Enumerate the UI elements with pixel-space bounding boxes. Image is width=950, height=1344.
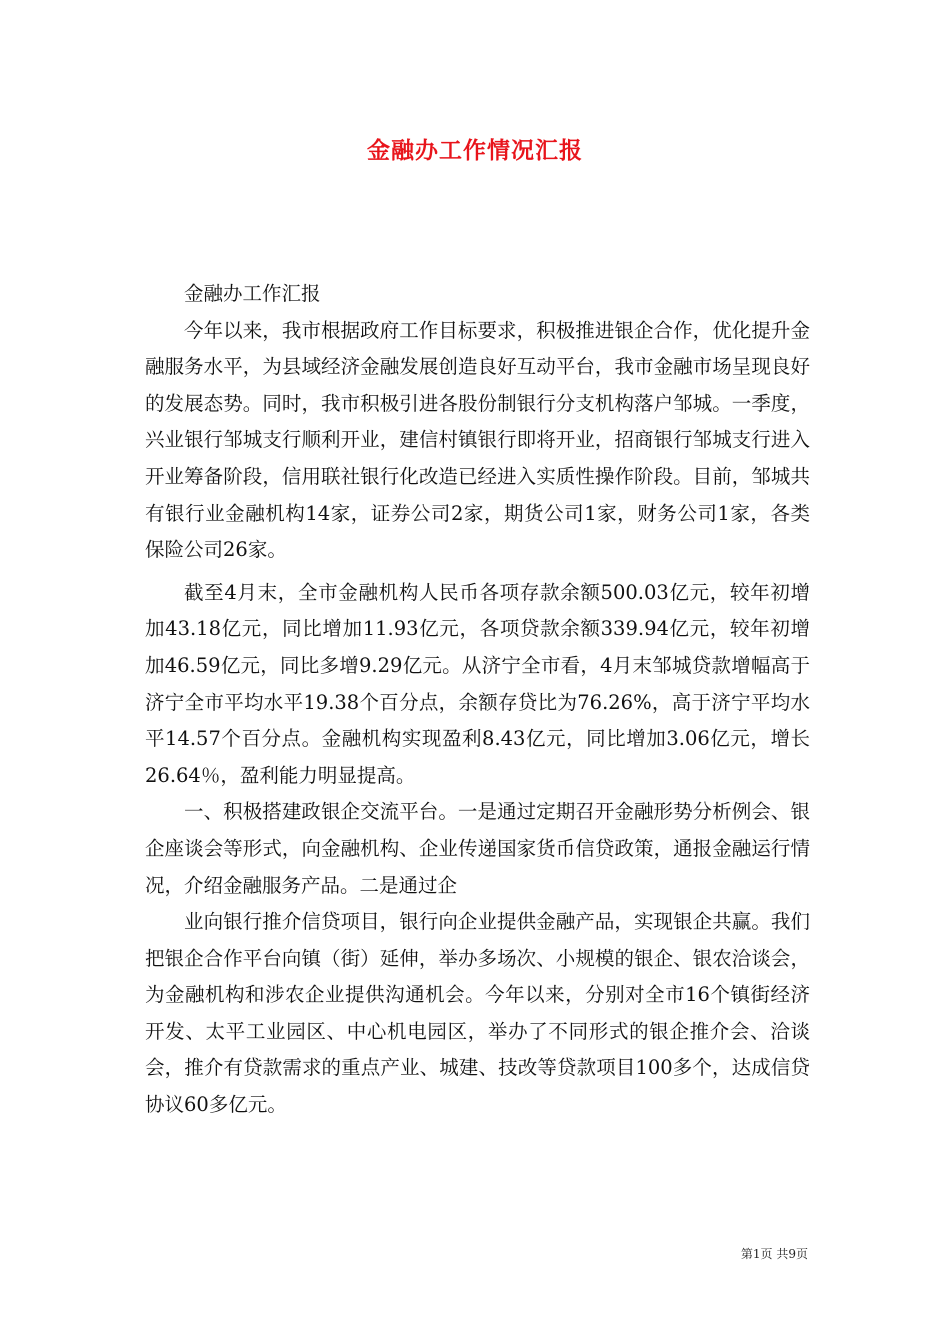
paragraph-heading: 金融办工作汇报 — [184, 282, 321, 305]
document-body — [145, 276, 810, 1124]
page-title: 金融办工作情况汇报 — [367, 137, 583, 164]
page-indicator: 第1页 共9页 — [740, 1247, 808, 1261]
paragraph-platform: 一、积极搭建政银企交流平台。一是通过定期召开金融形势分析例会、银企座谈会等形式，向金融机构、企业传递国家货币信贷政策，通报金融运行情况，介绍金融服务产品。二是通过企 — [145, 800, 810, 897]
paragraph-intro: 今年以来，我市根据政府工作目标要求，积极推进银企合作，优化提升金融服务水平，为县域经济金融发展创造良好互动平台，我市金融市场呈现良好的发展态势。同时，我市积极引进各股份制银行分支机构落户邹城。一季度，兴业银行邹城支行顺利开业，建信村镇银行即将开业，招商银行邹城支行进入开业筹备阶段，信用联社银行化改造已经进入实质性操作阶段。目前，邹城共有银行业金融机构14家，证券公司2家，期货公司1家，财务公司1家，各类保险公司26家。 — [145, 318, 810, 562]
paragraph-statistics: 截至4月末，全市金融机构人民币各项存款余额500.03亿元，较年初增加43.18亿元，同比增加11.93亿元，各项贷款余额339.94亿元，较年初增加46.59亿元，同比多增9.29亿元。从济宁全市看，4月末邹城贷款增幅高于济宁全市平均水平19.38个百分点，余额存贷比为76.26%，高于济宁平均水平14.57个百分点。金融机构实现盈利8.43亿元，同比增加3.06亿元，增长26.64％，盈利能力明显提高。 — [145, 580, 810, 787]
paragraph-platform-continued: 业向银行推介信贷项目，银行向企业提供金融产品，实现银企共赢。我们把银企合作平台向镇（街）延伸，举办多场次、小规模的银企、银农洽谈会，为金融机构和涉农企业提供沟通机会。今年以来，分别对全市16个镇街经济开发、太平工业园区、中心机电园区，举办了不同形式的银企推介会、洽谈会，推介有贷款需求的重点产业、城建、技改等贷款项目100多个，达成信贷协议60多亿元。 — [145, 910, 810, 1117]
